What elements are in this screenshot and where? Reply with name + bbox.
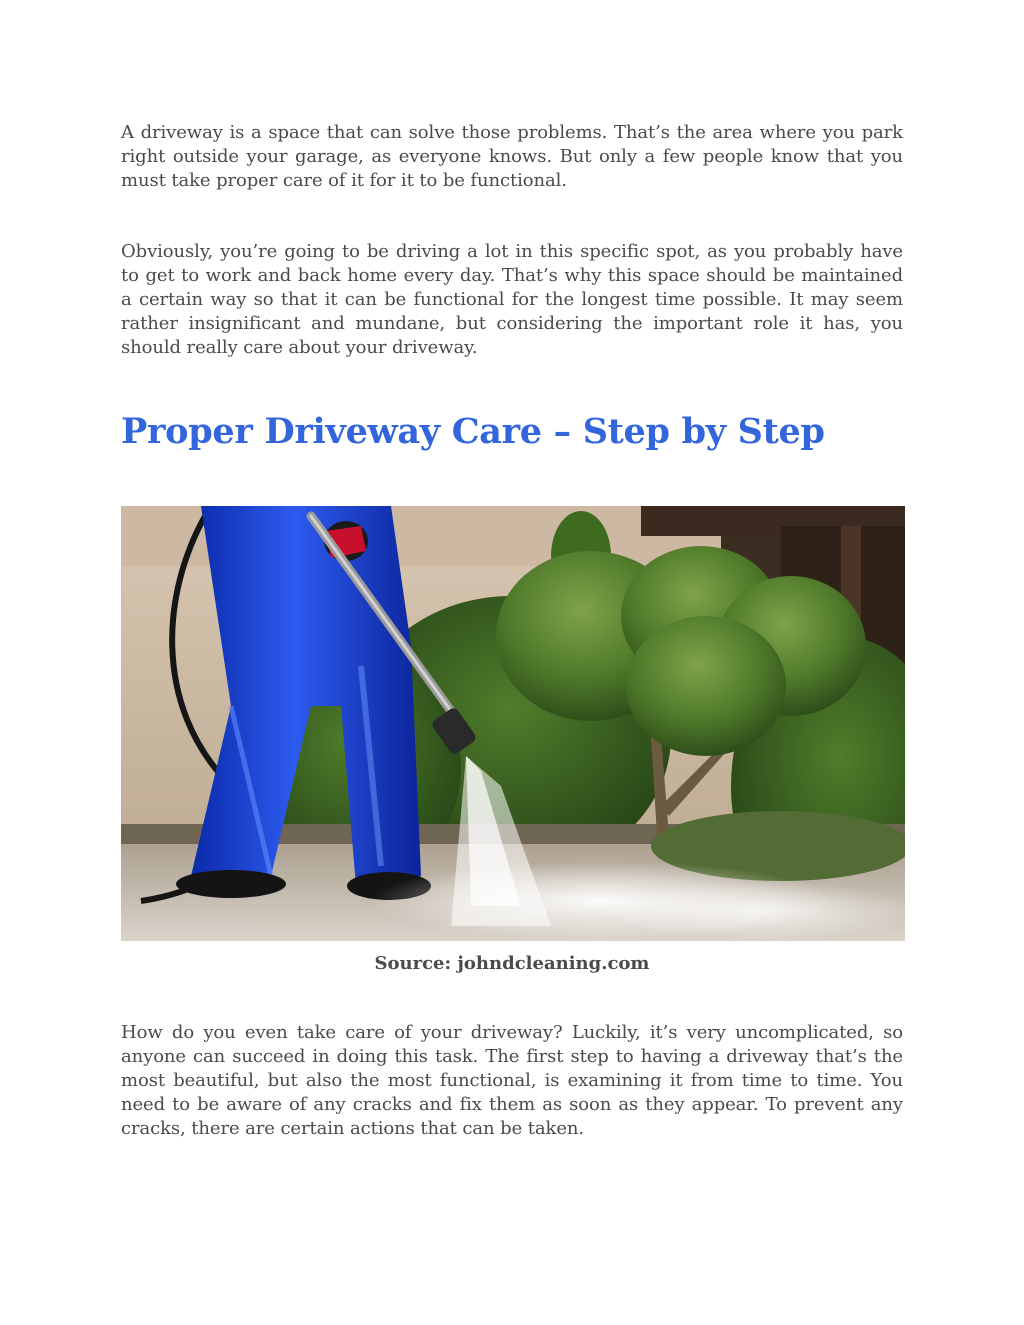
image-caption: Source: johndcleaning.com (374, 953, 650, 974)
paragraph-examine: How do you even take care of your driveway? Luckily, it’s very uncomplicated, so anyone can succeed in doing this task. The first step to having a driveway that’s the most beautiful, but also the most functional, is examining it from time to time. You need to be aware of any cracks and fix them as soon as they appear. To prevent any cracks, there are certain actions that can be taken. (121, 1022, 903, 1139)
document-page (121, 121, 903, 1141)
pressure-washing-photo (121, 506, 905, 941)
paragraph-driving: Obviously, you’re going to be driving a lot in this specific spot, as you probably have to get to work and back home every day. That’s why this space should be maintained a certain way so that it can be functional for the longest time possible. It may seem rather insignificant and mundane, but considering the important role it has, you should really care about your driveway. (121, 241, 903, 358)
section-heading: Proper Driveway Care – Step by Step (121, 411, 825, 452)
paragraph-intro: A driveway is a space that can solve those problems. That’s the area where you park right outside your garage, as everyone knows. But only a few people know that you must take proper care of it for it to be functional. (121, 122, 903, 191)
